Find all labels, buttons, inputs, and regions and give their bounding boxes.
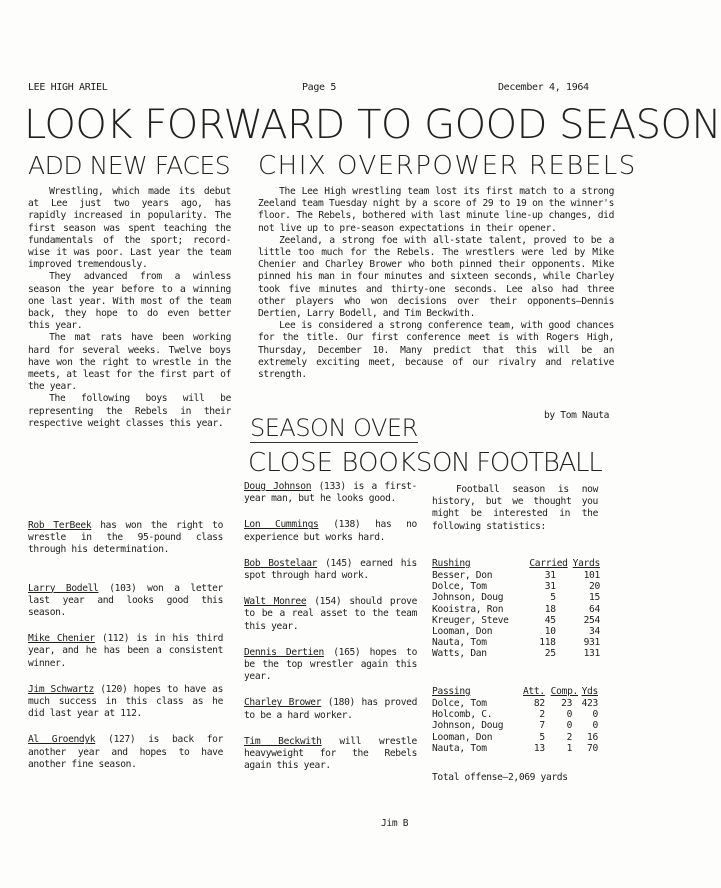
wrestler-name: Charley Brower — [244, 697, 322, 709]
issue-date: December 4, 1964 — [498, 82, 589, 93]
wrestler-name: Bob Bostelaar — [244, 557, 318, 569]
wrestler-name: Tim Beckwith — [244, 735, 322, 747]
rushing-header: Rushing — [432, 558, 471, 569]
wrestler-entry: Doug Johnson (133) is a first-year man, but he looks good. — [244, 481, 417, 505]
paper-name: LEE HIGH ARIEL — [28, 82, 108, 93]
table-row: Nauta, Tom 118 931 — [432, 637, 600, 649]
right-paragraph: The Lee High wrestling team lost its first match to a strong Zeeland team Tuesday night by a score of 29 to 19 on the winner's floor. The Rebels, bothered with last minute line-up changes, did not live up to pre-season expectations in their opener. — [258, 186, 614, 234]
football-intro: Football season is now history, but we thought you might be interested in the following statistics: — [432, 484, 598, 532]
main-headline: LOOK FORWARD TO GOOD SEASON — [24, 102, 721, 148]
wrestler-entry: Larry Bodell (103) won a letter last year and looks good this season. — [28, 582, 223, 619]
wrestlers-mid-list — [244, 481, 417, 782]
left-paragraph: The following boys will be representing the Rebels in their respective weight classes this year. — [28, 393, 231, 429]
table-row: Holcomb, C. 2 0 0 — [432, 709, 598, 721]
wrestler-name: Walt Monree — [244, 596, 307, 608]
season-heading-line3: ON FOOTBALL — [432, 448, 602, 478]
wrestler-entry: Bob Bostelaar (145) earned his spot through hard work. — [244, 557, 417, 582]
wrestler-name: Mike Chenier — [28, 633, 95, 645]
season-heading-line1: SEASON OVER — [250, 414, 418, 442]
left-paragraph: They advanced from a winless season the year before to a winning one last year. With most of the team back, they hope to do even better this year. — [28, 271, 231, 332]
carried-header: Carried — [529, 558, 568, 569]
wrestlers-left-list — [28, 520, 223, 781]
wrestler-entry: Al Groendyk (127) is back for another year and hopes to have another fine season. — [28, 734, 223, 770]
table-row: Kooistra, Ron 18 64 — [432, 603, 600, 615]
att-header: Att. — [522, 686, 545, 697]
yards-header: Yards — [572, 558, 600, 569]
right-article-body — [258, 186, 614, 381]
passing-header: Passing — [432, 686, 471, 697]
table-row: Kreuger, Steve 45 254 — [432, 614, 600, 626]
table-row: Besser, Don 31 101 — [432, 570, 600, 581]
wrestler-name: Larry Bodell — [28, 582, 99, 594]
right-article-byline: by Tom Nauta — [544, 410, 610, 421]
rushing-table — [432, 558, 600, 660]
wrestler-entry: Walt Monree (154) should prove to be a real asset to the team this year. — [244, 596, 418, 632]
table-row: Looman, Don 5 2 16 — [432, 731, 598, 743]
season-heading-line2: CLOSE BOOKS — [248, 448, 433, 478]
wrestler-name: Rob TerBeek — [28, 520, 92, 531]
heading-rule — [250, 442, 418, 443]
wrestler-entry: Dennis Dertien (165) hopes to be the top wrestler again this year. — [244, 646, 417, 683]
wrestler-name: Jim Schwartz — [28, 683, 94, 695]
right-paragraph: Zeeland, a strong foe with all-state talent, proved to be a little too much for the Rebels. The wrestlers were led by Mike Chenier and Charley Brower who both pinned their opponents. Mike pinned his man in four minutes and sixteen seconds, while Charley took five minutes and thirty-one seconds. Lee also had three other players who won decisions over their opponents—Dennis Dertien, Larry Bodell, and Tim Beckwith. — [258, 234, 614, 320]
table-row: Dolce, Tom 31 20 — [432, 581, 600, 593]
left-article-body — [28, 186, 231, 430]
wrestler-entry: Mike Chenier (112) is in his third year, and he has been a consistent winner. — [28, 633, 223, 669]
wrestler-name: Lon Cummings — [244, 519, 319, 531]
passing-table — [432, 686, 598, 754]
table-row: Nauta, Tom 13 1 70 — [432, 742, 598, 754]
yds-header: Yds — [581, 686, 598, 697]
wrestler-entry: Lon Cummings (138) has no experience but works hard. — [244, 519, 417, 543]
page-number: Page 5 — [302, 82, 337, 93]
wrestler-name: Doug Johnson — [244, 481, 312, 492]
left-paragraph: Wrestling, which made its debut at Lee just two years ago, has rapidly increased in popularity. The first season was spent teaching the fundamentals of the sport; record-wise it was poor. Last year the team improved tremendously. — [28, 186, 231, 271]
table-row: Dolce, Tom 82 23 423 — [432, 698, 598, 709]
wrestler-name: Dennis Dertien — [244, 646, 324, 658]
right-paragraph: Lee is considered a strong conference team, with good chances for the title. Our first conference meet is with Rogers High, Thursday, December 10. Many predict that this will be an extremely exciting meet, because of our rivalry and relative strength. — [258, 320, 614, 381]
table-row: Looman, Don 10 34 — [432, 626, 600, 638]
table-row: Watts, Dan 25 131 — [432, 648, 600, 660]
table-row: Johnson, Doug 5 15 — [432, 592, 600, 604]
comp-header: Comp. — [550, 686, 579, 697]
total-offense: Total offense—2,069 yards — [432, 772, 568, 783]
wrestler-entry: Tim Beckwith will wrestle heavyweight for the Rebels again this year. — [244, 735, 417, 772]
right-article-heading: CHIX OVERPOWER REBELS — [258, 151, 637, 181]
wrestler-entry: Jim Schwartz (120) hopes to have as much success in this class as he did last year at 112. — [28, 683, 223, 720]
wrestler-entry: Rob TerBeek has won the right to wrestle in the 95-pound class through his determination. — [28, 520, 223, 556]
left-article-heading: ADD NEW FACES — [28, 151, 231, 180]
table-row: Johnson, Doug 7 0 0 — [432, 720, 598, 732]
wrestler-name: Al Groendyk — [28, 734, 96, 746]
wrestlers-byline: Jim B — [381, 818, 409, 829]
wrestler-entry: Charley Brower (180) has proved to be a hard worker. — [244, 697, 417, 721]
left-paragraph: The mat rats have been working hard for several weeks. Twelve boys have won the right to wrestle in the meets, at least for the first part of the year. — [28, 332, 231, 393]
